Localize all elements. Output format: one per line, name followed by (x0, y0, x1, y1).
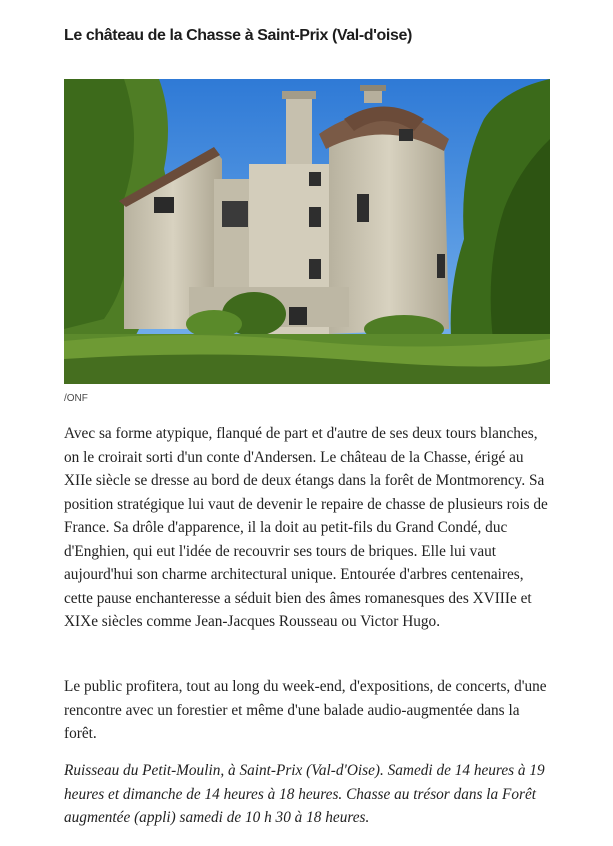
article-paragraph: Le public profitera, tout au long du week-end, d'expositions, de concerts, d'une rencontre avec un forestier et même d'une balade audio-augmentée dans la forêt. (64, 678, 547, 742)
event-info-paragraph: Ruisseau du Petit-Moulin, à Saint-Prix (Val-d'Oise). Samedi de 14 heures à 19 heures et dimanche de 14 heures à 18 heures. Chasse au trésor dans la Forêt augmentée (appli) samedi de 10 h 30 à 18 heures. (64, 762, 545, 826)
article-paragraph: Avec sa forme atypique, flanqué de part et d'autre de ses deux tours blanches, on le croirait sorti d'un conte d'Andersen. Le château de la Chasse, érigé au XIIe siècle se dresse au bord de deux étangs dans la forêt de Montmorency. Sa position stratégique lui vaut de devenir le repaire de chasse de plusieurs rois de France. Sa drôle d'apparence, il la doit au petit-fils du Grand Condé, duc d'Enghien, qui eut l'idée de recouvrir ses tours de briques. Elle lui vaut aujourd'hui son charme architectural unique. Entourée d'arbres centenaires, cette pause enchanteresse a séduit bien des âmes romanesques des XVIIIe et XIXe siècles comme Jean-Jacques Rousseau ou Victor Hugo. (64, 425, 548, 630)
chateau-photo (64, 79, 550, 384)
article-title: Le château de la Chasse à Saint-Prix (Val-d'oise) (64, 27, 412, 44)
photo-credit: /ONF (64, 393, 88, 404)
